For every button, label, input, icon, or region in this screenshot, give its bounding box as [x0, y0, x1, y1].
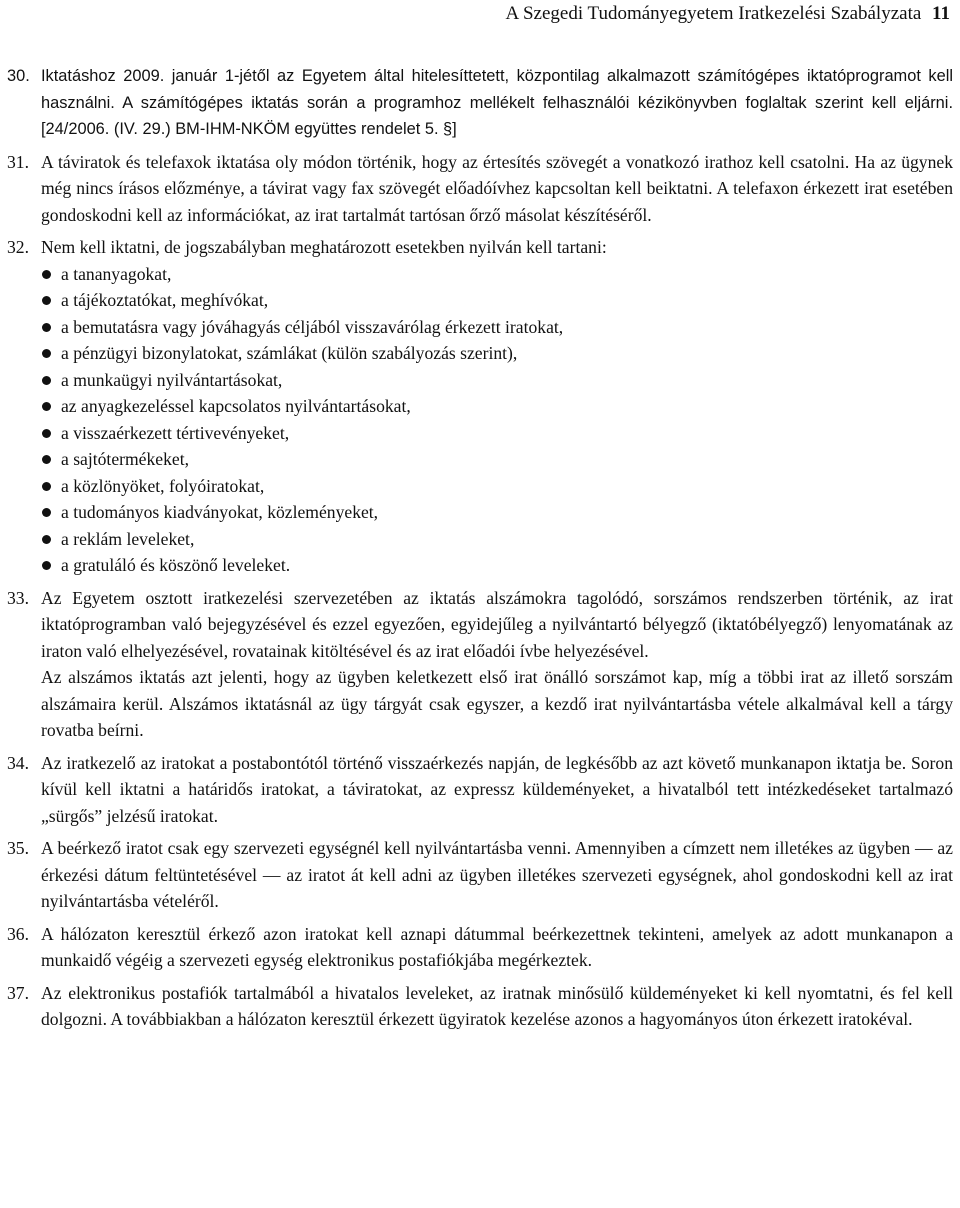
list-item: a munkaügyi nyilvántartásokat, [41, 367, 953, 394]
list-item: a közlönyöket, folyóiratokat, [41, 473, 953, 500]
section-text: A táviratok és telefaxok iktatása oly módon történik, hogy az értesítés szövegét a vonatkozó irathoz kell csatolni. Ha az ügynek még nincs írásos előzménye, a távirat vagy fax szövegét előadóívhez kapcsoltan kell beiktatni. A telefaxon érkezett irat esetében gondoskodni kell az információkat, az irat tartalmát tartósan őrző másolat készítéséről. [41, 151, 953, 225]
section-37 [7, 980, 953, 1033]
section-number: 32. [7, 237, 29, 257]
list-item: a tananyagokat, [41, 261, 953, 288]
section-33 [7, 585, 953, 744]
section-30 [7, 63, 953, 143]
bullet-icon [42, 349, 51, 358]
bullet-icon [42, 455, 51, 464]
section-number: 31. [7, 151, 29, 172]
list-item: az anyagkezeléssel kapcsolatos nyilvántartásokat, [41, 393, 953, 420]
page-number: 11 [932, 3, 950, 24]
bullet-icon [42, 429, 51, 438]
bullet-icon [42, 296, 51, 305]
section-text: Iktatáshoz 2009. január 1-jétől az Egyetem által hitelesíttetett, központilag alkalmazott számítógépes iktatóprogramot kell használni. A számítógépes iktatás során a programhoz mellékelt felhasználói kézikönyvben foglaltak szerint kell eljárni. [24/2006. (IV. 29.) BM-IHM-NKÖM együttes rendelet 5. §] [41, 67, 953, 138]
bullet-icon [42, 402, 51, 411]
section-36 [7, 921, 953, 974]
list-item: a tudományos kiadványokat, közleményeket, [41, 499, 953, 526]
section-number: 36. [7, 923, 29, 944]
section-number: 30. [7, 67, 30, 85]
section-34 [7, 750, 953, 830]
section-text: A beérkező iratot csak egy szervezeti egységnél kell nyilvántartásba venni. Amennyiben a címzett nem illetékes az ügyben — az érkezési dátum feltüntetésével — az iratot át kell adni az ügyben illetékes szervezeti egységnek, ahol gondoskodni kell az irat nyilvántartásba vételéről. [41, 838, 953, 911]
section-text-continued: Az alszámos iktatás azt jelenti, hogy az ügyben keletkezett első irat önálló sorszámot kap, míg a többi irat az illető sorszám alszámaira kerül. Alszámos iktatásnál az ügy tárgyát csak egyszer, a kezdő irat nyilvántartásba vétele alkalmával kell a tárgy rovatba beírni. [41, 667, 953, 740]
bullet-icon [42, 561, 51, 570]
section-text: Az elektronikus postafiók tartalmából a hivatalos leveleket, az iratnak minősülő küldeményeket ki kell nyomtatni, és fel kell dolgozni. A továbbiakban a hálózaton keresztül érkezett ügyiratok kezelése azonos a hagyományos úton érkezett iratokéval. [41, 982, 953, 1029]
section-text: Az iratkezelő az iratokat a postabontótól történő visszaérkezés napján, de legkésőbb az azt követő munkanapon iktatja be. Soron kívül kell iktatni a határidős iratokat, a táviratokat, az expressz küldeményeket, a hivatalból tett intézkedéseket tartalmazó „sürgős” jelzésű iratokat. [41, 752, 953, 826]
list-item: a gratuláló és köszönő leveleket. [41, 552, 953, 579]
document-body [7, 63, 953, 1033]
page-header [506, 2, 950, 26]
section-32 [7, 234, 953, 579]
bullet-icon [42, 270, 51, 279]
section-text: Az Egyetem osztott iratkezelési szervezetében az iktatás alszámokra tagolódó, sorszámos rendszerben történik, az irat iktatóprogramban való bejegyzésével és ezzel egyezően, egyidejűleg a nyilvántartó bélyegző (iktatóbélyegző) lenyomatának az iraton való elhelyezésével, rovatainak kitöltésével és az irat előadói ívbe helyezésével. [41, 587, 953, 661]
exemption-list [41, 261, 953, 579]
section-number: 33. [7, 587, 29, 608]
bullet-icon [42, 482, 51, 491]
bullet-icon [42, 376, 51, 385]
section-31 [7, 149, 953, 229]
section-number: 35. [7, 838, 29, 858]
list-item: a sajtótermékeket, [41, 446, 953, 473]
bullet-icon [42, 508, 51, 517]
list-item: a visszaérkezett tértivevényeket, [41, 420, 953, 447]
section-number: 34. [7, 752, 29, 773]
bullet-icon [42, 323, 51, 332]
list-item: a bemutatásra vagy jóváhagyás céljából visszavárólag érkezett iratokat, [41, 314, 953, 341]
bullet-icon [42, 535, 51, 544]
section-text: A hálózaton keresztül érkező azon iratokat kell aznapi dátummal beérkezettnek tekinteni, amelyek az adott munkanapon a munkaidő végéig a szervezeti egység elektronikus postafiókjába megérkeztek. [41, 923, 953, 970]
section-35 [7, 835, 953, 915]
list-item: a tájékoztatókat, meghívókat, [41, 287, 953, 314]
list-item: a pénzügyi bizonylatokat, számlákat (külön szabályozás szerint), [41, 340, 953, 367]
section-number: 37. [7, 982, 29, 1003]
list-item: a reklám leveleket, [41, 526, 953, 553]
header-title: A Szegedi Tudományegyetem Iratkezelési Szabályzata [505, 3, 922, 24]
section-text: Nem kell iktatni, de jogszabályban meghatározott esetekben nyilván kell tartani: [41, 237, 607, 257]
